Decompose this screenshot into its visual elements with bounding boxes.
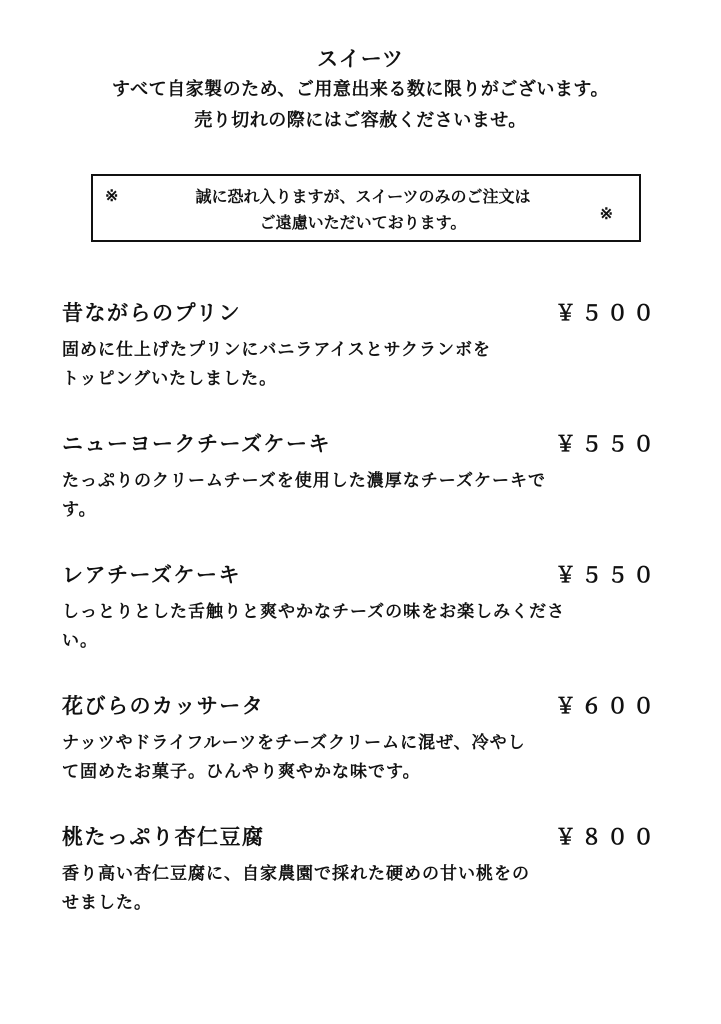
item-description	[62, 467, 642, 525]
item-description-line: しっとりとした舌触りと爽やかなチーズの味をお楽しみくださ	[62, 602, 566, 622]
notice-line-2: ご遠慮いただいております。	[259, 213, 467, 232]
note-mark-icon: ※	[599, 204, 613, 223]
item-price: ￥５５０	[555, 562, 659, 587]
menu-item	[62, 689, 662, 820]
item-price: ￥５００	[555, 300, 659, 325]
page-title: スイーツ	[317, 46, 404, 71]
item-price: ￥６００	[555, 693, 659, 718]
intro-line-1: すべて自家製のため、ご用意出来る数に限りがございます。	[112, 79, 609, 100]
menu-list	[62, 296, 662, 951]
notice-box	[91, 174, 641, 242]
intro-line-2: 売り切れの際にはご容赦くださいませ。	[194, 110, 527, 131]
item-name: 花びらのカッサータ	[62, 693, 265, 718]
item-description	[62, 598, 642, 656]
notice-line-1: 誠に恐れ入りますが、スイーツのみのご注文は	[195, 187, 531, 206]
item-name: レアチーズケーキ	[62, 562, 241, 587]
item-description-line: 香り高い杏仁豆腐に、自家農園で採れた硬めの甘い桃をの	[62, 864, 530, 884]
item-description	[62, 336, 642, 394]
item-price: ￥５５０	[555, 431, 659, 456]
item-price: ￥８００	[555, 824, 659, 849]
item-description-line: い。	[62, 631, 98, 651]
item-description-line: せました。	[62, 893, 152, 913]
item-description-line: たっぷりのクリームチーズを使用した濃厚なチーズケーキで	[62, 471, 546, 491]
item-description-line: トッピングいたしました。	[62, 369, 278, 389]
item-name: 昔ながらのプリン	[62, 300, 242, 325]
item-description	[62, 860, 642, 918]
header	[0, 44, 721, 136]
item-description-line: す。	[62, 500, 97, 520]
item-name: 桃たっぷり杏仁豆腐	[62, 824, 265, 849]
menu-item	[62, 296, 662, 427]
item-description-line: 固めに仕上げたプリンにバニラアイスとサクランボを	[62, 340, 491, 360]
menu-item	[62, 820, 662, 951]
item-name: ニューヨークチーズケーキ	[62, 431, 331, 456]
item-description-line: ナッツやドライフルーツをチーズクリームに混ぜ、冷やし	[62, 733, 526, 753]
item-description-line: て固めたお菓子。ひんやり爽やかな味です。	[62, 762, 421, 782]
note-mark-icon: ※	[105, 186, 119, 205]
menu-item	[62, 558, 662, 689]
notice-text	[133, 184, 593, 236]
menu-item	[62, 427, 662, 558]
item-description	[62, 729, 642, 787]
